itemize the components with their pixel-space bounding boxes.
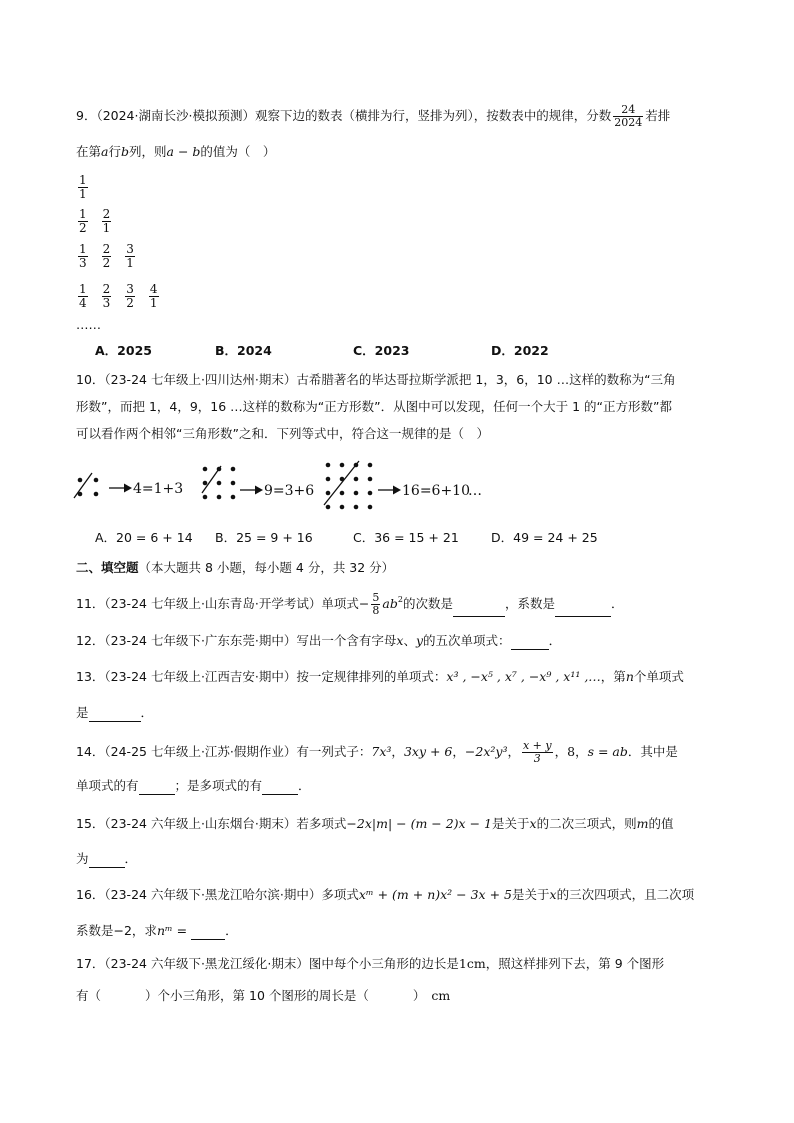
q9-option-a[interactable]: A．2025 xyxy=(95,343,152,358)
answer-blank[interactable] xyxy=(89,707,141,722)
q10-option-a[interactable]: A．20 = 6 + 14 xyxy=(95,530,193,545)
q12-line: 12．（23-24 七年级下·广东东莞·期中）写出一个含有字母x、y的五次单项式： ． xyxy=(76,633,562,648)
table-fraction: $\frac{1}{2}$ xyxy=(79,207,87,235)
answer-blank[interactable] xyxy=(139,780,175,795)
q15-line2: 为 ． xyxy=(76,851,138,866)
table-fraction: $\frac{1}{4}$ xyxy=(79,282,87,310)
table-fraction: $\frac{3}{1}$ xyxy=(126,242,134,270)
q9-table-row-1 xyxy=(76,174,100,201)
figure-label-3: 16=6+10 xyxy=(402,483,470,499)
q9-text: 9．（2024·湖南长沙·模拟预测）观察下边的数表（横排为行，竖排为列），按数表中的规律，分数 xyxy=(76,108,612,123)
answer-blank[interactable] xyxy=(262,780,298,795)
q9-fraction: $\frac{24}{2024}$ xyxy=(614,103,643,129)
q13-line1: 13．（23-24 七年级上·江西吉安·期中）按一定规律排列的单项式：x³ , −x⁵ , x⁷ , −x⁹ , x¹¹ ,…，第n个单项式 xyxy=(76,669,684,684)
q9-table-row-2 xyxy=(76,208,123,235)
q9-table-row-4 xyxy=(76,283,171,310)
square-number-9-dots xyxy=(202,466,235,499)
q9-option-d[interactable]: D．2022 xyxy=(491,343,549,358)
q9-ellipsis: …… xyxy=(76,317,101,332)
q9-option-b[interactable]: B．2024 xyxy=(215,343,272,358)
q16-line2: 系数是−2，求nᵐ = ． xyxy=(76,923,238,938)
q10-option-d[interactable]: D．49 = 24 + 25 xyxy=(491,530,598,545)
q10-line2: 形数”，而把 1，4，9，16 …这样的数称为“正方形数”．从图中可以发现，任何一个大于 1 的“正方形数”都 xyxy=(76,399,672,414)
q9-line2: 在第a行b列，则a − b的值为（ ） xyxy=(76,144,276,159)
q10-line3: 可以看作两个相邻“三角形数”之和．下列等式中，符合这一规律的是（ ） xyxy=(76,426,489,441)
q17-line1: 17．（23-24 六年级下·黑龙江绥化·期末）图中每个小三角形的边长是1cm，照这样排列下去，第 9 个图形 xyxy=(76,956,665,971)
figure-ellipsis: … xyxy=(468,483,482,499)
q10-option-b[interactable]: B．25 = 9 + 16 xyxy=(215,530,313,545)
table-fraction: $\frac{2}{1}$ xyxy=(102,207,111,235)
section-heading: 二、填空题（本大题共 8 小题，每小题 4 分，共 32 分） xyxy=(76,560,395,575)
q15-line1: 15．（23-24 六年级上·山东烟台·期末）若多项式−2x|m| − (m − 2)x − 1是关于x的二次三项式，则m的值 xyxy=(76,816,674,831)
figure-label-2: 9=3+6 xyxy=(264,483,315,499)
q9-option-c[interactable]: C．2023 xyxy=(353,343,410,358)
arrow-icon xyxy=(378,486,401,495)
answer-blank[interactable] xyxy=(453,602,505,617)
square-number-4-dots xyxy=(74,473,98,498)
arrow-icon xyxy=(240,486,263,495)
answer-blank[interactable] xyxy=(555,602,611,617)
arrow-icon xyxy=(109,484,132,493)
q11-line: 11．（23-24 七年级上·山东青岛·开学考试）单项式− $\frac{5}{8}$ $ab^2$的次数是 ，系数是 ． xyxy=(76,591,624,617)
q14-line2: 单项式的有 ；是多项式的有 ． xyxy=(76,778,311,793)
q9-line1: 9．（2024·湖南长沙·模拟预测）观察下边的数表（横排为行，竖排为列），按数表中的规律，分数 $\frac{24}{2024}$ 若排 xyxy=(76,103,671,129)
q11-fraction: $\frac{5}{8}$ xyxy=(372,591,380,617)
q14-line1: 14．（24-25 七年级上·江苏·假期作业）有一列式子：7x³，3xy + 6，−2x²y³， $\frac{x + y}{3}$ ，8，s = ab．其中是 xyxy=(76,739,678,765)
q10-line1: 10．（23-24 七年级上·四川达州·期末）古希腊著名的毕达哥拉斯学派把 1，3，6，10 …这样的数称为“三角 xyxy=(76,372,676,387)
table-fraction: $\frac{2}{3}$ xyxy=(102,282,111,310)
answer-blank[interactable] xyxy=(89,853,125,868)
q10-figure xyxy=(72,460,492,518)
figure-label-1: 4=1+3 xyxy=(133,481,184,497)
table-fraction: $\frac{1}{3}$ xyxy=(79,242,87,270)
q14-fraction: $\frac{x + y}{3}$ xyxy=(522,739,552,765)
q13-line2: 是 ． xyxy=(76,705,154,720)
answer-blank[interactable] xyxy=(511,635,549,650)
table-fraction: $\frac{2}{2}$ xyxy=(102,242,111,270)
square-number-16-dots xyxy=(324,461,372,509)
answer-blank[interactable] xyxy=(191,925,225,940)
table-fraction: $\frac{1}{1}$ xyxy=(79,173,87,201)
table-fraction: $\frac{4}{1}$ xyxy=(149,282,158,310)
q10-option-c[interactable]: C．36 = 15 + 21 xyxy=(353,530,459,545)
q17-line2: 有（ ）个小三角形，第 10 个图形的周长是（ ） cm xyxy=(76,988,451,1003)
table-fraction: $\frac{3}{2}$ xyxy=(126,282,134,310)
q16-line1: 16．（23-24 六年级下·黑龙江哈尔滨·期中）多项式xᵐ + (m + n)x² − 3x + 5是关于x的三次四项式，且二次项 xyxy=(76,887,695,902)
q9-table-row-3 xyxy=(76,243,147,270)
